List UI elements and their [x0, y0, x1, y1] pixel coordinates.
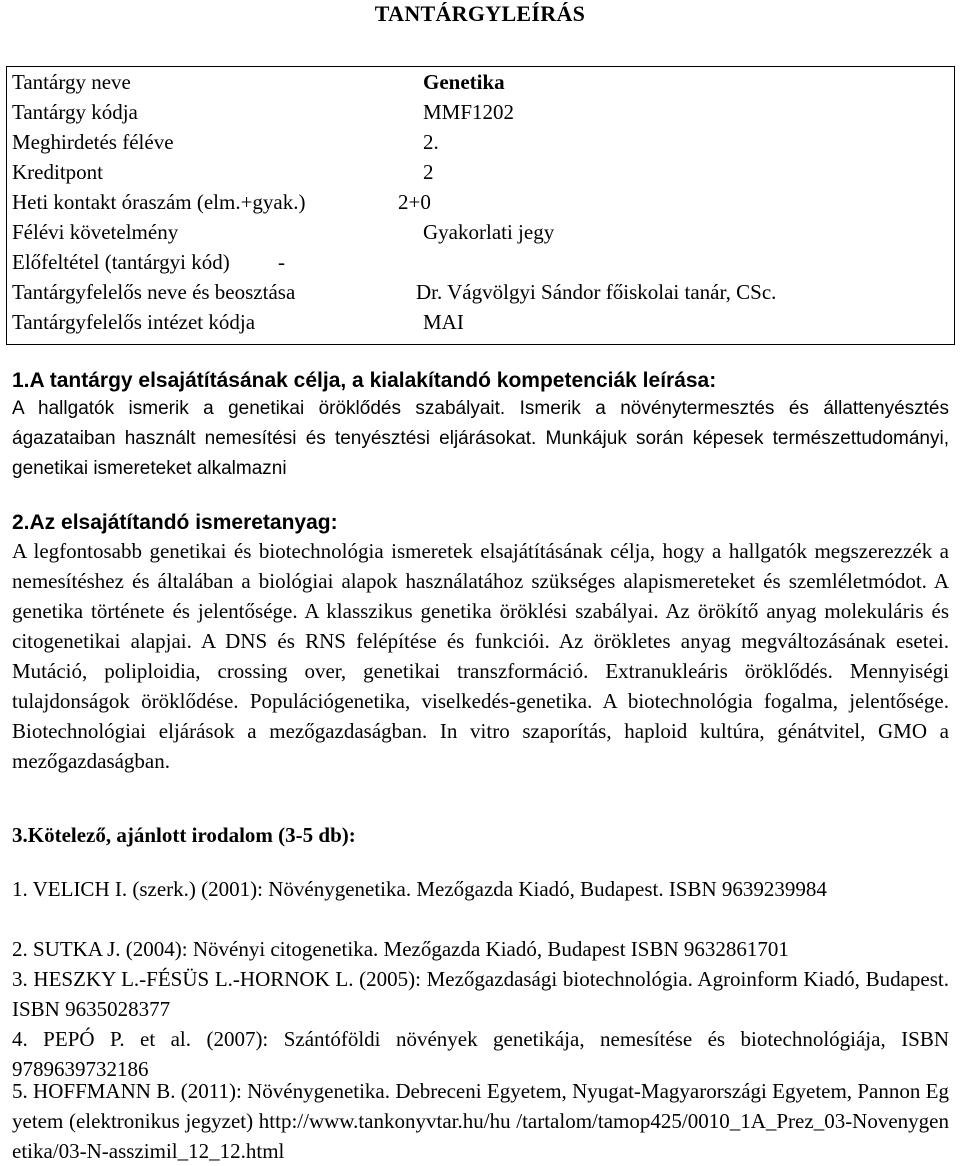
info-label: Félévi követelmény — [12, 220, 179, 244]
reference-item: 2. SUTKA J. (2004): Növényi citogenetika. Mezőgazda Kiadó, Budapest ISBN 9632861701 — [12, 937, 789, 961]
info-label: Tantárgy kódja — [12, 100, 138, 124]
info-label: Tantárgyfelelős intézet kódja — [12, 310, 256, 334]
reference-item: 4. PEPÓ P. et al. (2007): Szántóföldi növények genetikája, nemesítése és biotechnológiája, ISBN 9789639732186 — [12, 1027, 949, 1081]
info-row-credits — [7, 157, 954, 187]
reference-item: 1. VELICH I. (szerk.) (2001): Növénygenetika. Mezőgazda Kiadó, Budapest. ISBN 9639239984 — [12, 877, 827, 901]
info-label: Kreditpont — [12, 160, 103, 184]
info-label: Meghirdetés féléve — [12, 130, 174, 154]
course-info-table — [6, 66, 955, 345]
section1-heading: 1.A tantárgy elsajátításának célja, a kialakítandó kompetenciák leírása: — [12, 369, 717, 392]
info-row-course-code — [7, 97, 954, 127]
reference-item: 5. HOFFMANN B. (2011): Növénygenetika. Debreceni Egyetem, Nyugat-Magyarországi Egyetem, Pannon Egyetem (elektronikus jegyzet) http://www.tankonyvtar.hu/hu /tartalom/tamop425/0010_1A_Prez_03-Novenygenetika/03-N-asszimil_12_12.html — [12, 1079, 949, 1163]
info-row-requirement — [7, 217, 954, 247]
info-value: Dr. Vágvölgyi Sándor főiskolai tanár, CSc. — [416, 280, 777, 304]
section1-text: A hallgatók ismerik a genetikai öröklődés szabályait. Ismerik a növénytermesztés és állattenyésztés ágazataiban használt nemesítési és tenyésztési eljárásokat. Munkájuk során képesek természettudományi, genetikai ismereteket alkalmazni — [12, 398, 949, 479]
info-value: Genetika — [423, 70, 505, 94]
info-row-institute-code — [7, 307, 954, 337]
info-row-prerequisite — [7, 247, 954, 277]
info-value: 2+0 — [398, 190, 431, 214]
section1-body — [12, 394, 949, 484]
info-row-semester — [7, 127, 954, 157]
info-row-course-name — [7, 67, 954, 97]
info-value: MMF1202 — [423, 100, 515, 124]
section2-body: A legfontosabb genetikai és biotechnológia ismeretek elsajátításának célja, hogy a hallgatók megszerezzék a nemesítéshez és általában a biológiai alapok használatához szükséges alapismereteket és szemléletmódot. A genetika története és jelentősége. A klasszikus genetika öröklési szabályai. Az örökítő anyag molekuláris és citogenetikai alapjai. A DNS és RNS felépítése és funkciói. Az örökletes anyag megváltozásának esetei. Mutáció, poliploidia, crossing over, genetikai transzformáció. Extranukleáris öröklődés. Mennyiségi tulajdonságok öröklődése. Populációgenetika, viselkedés-genetika. A biotechnológia fogalma, jelentősége. Biotechnológiai eljárások a mezőgazdaságban. In vitro szaporítás, haploid kultúra, génátvitel, GMO a mezőgazdaságban. — [12, 539, 949, 773]
info-label: Előfeltétel (tantárgyi kód) — [12, 250, 230, 274]
info-label: Tantárgy neve — [12, 70, 131, 94]
info-value: Gyakorlati jegy — [423, 220, 555, 244]
section2-heading: 2.Az elsajátítandó ismeretanyag: — [12, 511, 338, 534]
section3-heading: 3.Kötelező, ajánlott irodalom (3-5 db): — [12, 823, 356, 847]
document-title: TANTÁRGYLEÍRÁS — [374, 1, 586, 26]
info-label: Heti kontakt óraszám (elm.+gyak.) — [12, 190, 306, 214]
reference-item: 3. HESZKY L.-FÉSÜS L.-HORNOK L. (2005): Mezőgazdasági biotechnológia. Agroinform Kiadó, Budapest. ISBN 9635028377 — [12, 967, 949, 1021]
info-value: - — [278, 250, 285, 274]
info-label: Tantárgyfelelős neve és beosztása — [12, 280, 296, 304]
info-value: 2 — [423, 160, 434, 184]
info-row-responsible — [7, 277, 954, 307]
info-row-weekly-hours — [7, 187, 954, 217]
info-value: 2. — [423, 130, 439, 154]
info-value: MAI — [423, 310, 464, 334]
